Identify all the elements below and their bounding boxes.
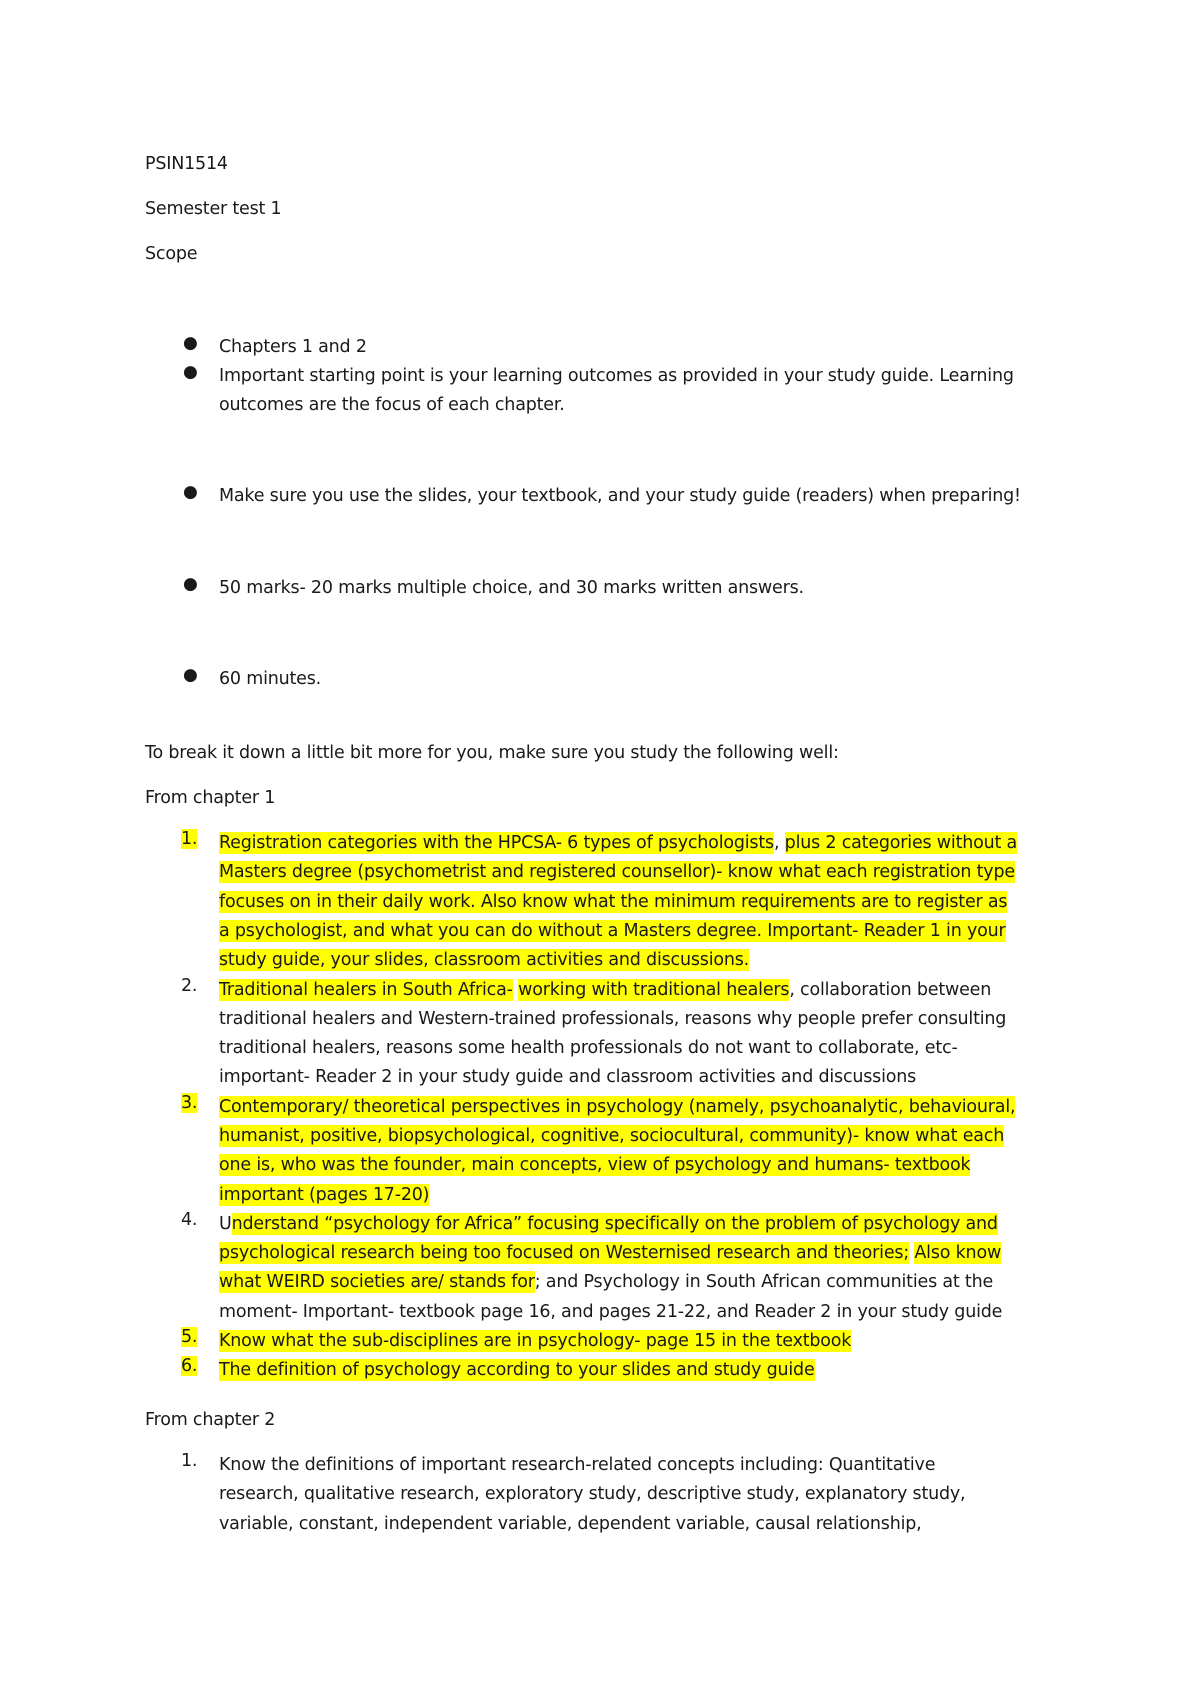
list-number: 4.	[181, 1209, 198, 1230]
list-item-line	[219, 1034, 1006, 1063]
text-segment: focuses on in their daily work. Also know what the minimum requirements are to register as	[219, 891, 1008, 912]
list-item-line	[219, 976, 1006, 1005]
list-item-line	[219, 1151, 1015, 1180]
bullet-icon: ●	[183, 482, 198, 502]
list-item-line	[219, 917, 1017, 946]
list-item-line	[219, 1239, 1002, 1268]
text-segment: working with traditional healers	[518, 979, 790, 1000]
text-segment: Masters degree (psychometrist and registered counsellor)- know what each registration type	[219, 862, 1015, 883]
text-segment: U	[219, 1213, 232, 1234]
list-item-line	[219, 1327, 851, 1356]
list-number: 2.	[181, 975, 198, 996]
text-segment: The definition of psychology according to your slides and study guide	[219, 1360, 815, 1381]
list-item-line	[219, 1480, 965, 1509]
intro-text: To break it down a little bit more for you, make sure you study the following well:	[145, 743, 839, 763]
list-item-line	[219, 946, 1017, 975]
text-segment: one is, who was the founder, main concepts, view of psychology and humans- textbook	[219, 1155, 971, 1176]
text-segment: humanist, positive, biopsychological, cognitive, sociocultural, community)- know what each	[219, 1125, 1005, 1146]
list-number: 6.	[181, 1356, 198, 1377]
list-item-line	[219, 829, 1017, 858]
list-item-line	[219, 1510, 965, 1539]
bullet-icon: ●	[183, 333, 198, 353]
text-segment: variable, constant, independent variable, dependent variable, causal relationship,	[219, 1513, 922, 1534]
text-segment: important- Reader 2 in your study guide and classroom activities and discussions	[219, 1067, 917, 1088]
bullet-icon: ●	[183, 362, 198, 382]
list-item-line	[219, 1451, 965, 1480]
list-number: 1.	[181, 829, 198, 849]
text-segment: Know the definitions of important research-related concepts including: Quantitative	[219, 1455, 936, 1475]
list-item-line	[219, 1298, 1002, 1327]
text-segment: important (pages 17-20)	[219, 1184, 430, 1205]
text-segment: ; and Psychology in South African communities at the	[534, 1272, 994, 1293]
text-segment: plus 2 categories without a	[784, 833, 1018, 853]
bullet-text: Chapters 1 and 2	[219, 337, 367, 357]
text-segment: nderstand “psychology for Africa” focusing specifically on the problem of psychology and	[231, 1213, 998, 1234]
text-segment: traditional healers and Western-trained professionals, reasons why people prefer consulting	[219, 1008, 1007, 1029]
list-item-line	[219, 1356, 815, 1385]
text-segment: Also know	[914, 1243, 1002, 1264]
text-segment: study guide, your slides, classroom activities and discussions.	[219, 950, 750, 971]
text-segment: psychological research being too focused on Westernised research and theories;	[219, 1243, 910, 1264]
list-number: 1.	[181, 1451, 198, 1471]
text-segment: Contemporary/ theoretical perspectives in psychology (namely, psychoanalytic, behavioural,	[219, 1096, 1016, 1117]
scope-label: Scope	[145, 244, 198, 264]
bullet-text: outcomes are the focus of each chapter.	[219, 395, 565, 416]
text-segment: what WEIRD societies are/ stands for	[219, 1272, 535, 1293]
list-item-line	[219, 888, 1017, 917]
list-number: 3.	[181, 1092, 198, 1113]
chapter1-heading: From chapter 1	[145, 788, 276, 808]
list-number: 5.	[181, 1327, 198, 1348]
text-segment: a psychologist, and what you can do without a Masters degree. Important- Reader 1 in your	[219, 920, 1006, 941]
bullet-text: Make sure you use the slides, your textbook, and your study guide (readers) when preparing!	[219, 486, 1021, 506]
list-item-line	[219, 1093, 1015, 1122]
list-item-line	[219, 1268, 1002, 1297]
text-segment: , collaboration between	[789, 979, 992, 1000]
text-segment: research, qualitative research, exploratory study, descriptive study, explanatory study,	[219, 1484, 966, 1505]
course-code: PSIN1514	[145, 154, 228, 174]
bullet-icon: ●	[183, 574, 198, 594]
bullet-text: Important starting point is your learning outcomes as provided in your study guide. Learning	[219, 366, 1014, 386]
text-segment: Registration categories with the HPCSA- 6 types of psychologists	[219, 833, 774, 853]
list-item-line	[219, 1181, 1015, 1210]
chapter2-heading: From chapter 2	[145, 1410, 276, 1430]
text-segment: Know what the sub-disciplines are in psychology- page 15 in the textbook	[219, 1331, 852, 1352]
text-segment: Traditional healers in South Africa-	[219, 979, 513, 1000]
text-segment: traditional healers, reasons some health professionals do not want to collaborate, etc-	[219, 1038, 958, 1059]
list-item-line	[219, 1063, 1006, 1092]
bullet-text: 50 marks- 20 marks multiple choice, and 30 marks written answers.	[219, 578, 804, 598]
bullet-text: 60 minutes.	[219, 669, 322, 689]
list-item-line	[219, 1210, 1002, 1239]
text-segment: moment- Important- textbook page 16, and pages 21-22, and Reader 2 in your study guide	[219, 1301, 1003, 1322]
list-item-line	[219, 858, 1017, 887]
test-name: Semester test 1	[145, 199, 282, 219]
text-segment: ,	[773, 833, 785, 853]
list-item-line	[219, 1122, 1015, 1151]
list-item-line	[219, 1005, 1006, 1034]
bullet-icon: ●	[183, 665, 198, 685]
